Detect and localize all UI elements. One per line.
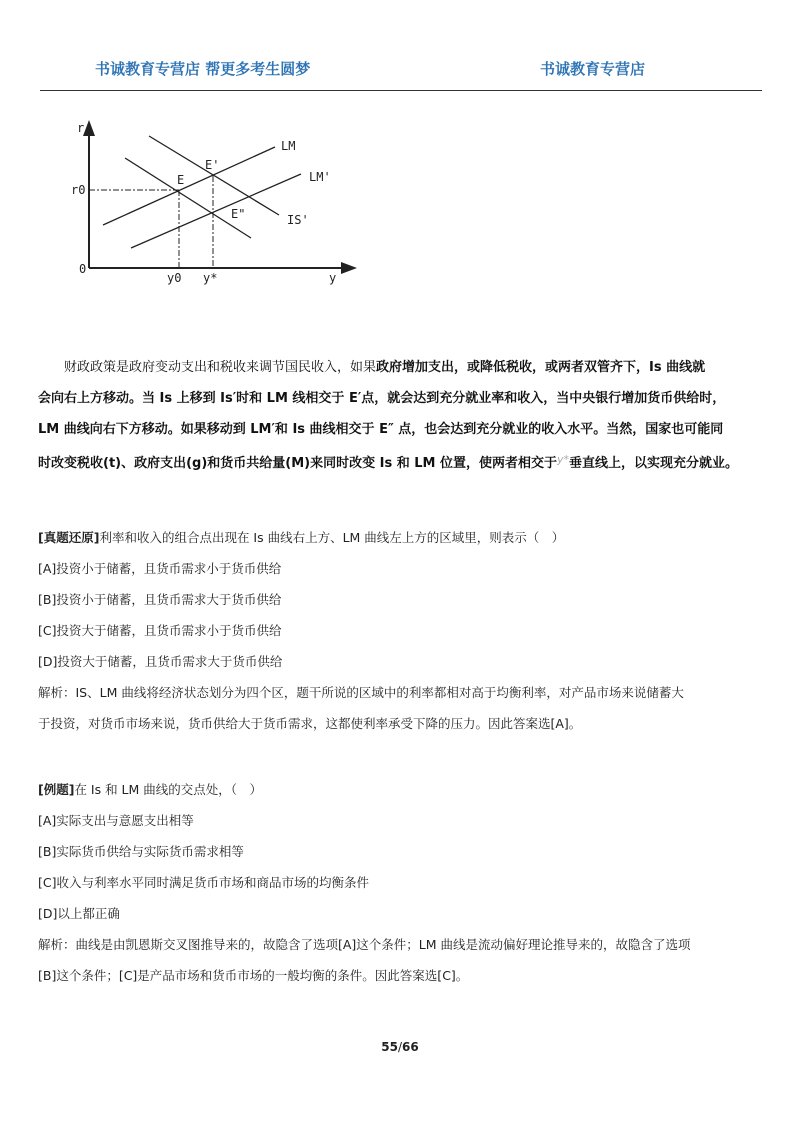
y0-label: y0: [167, 271, 182, 285]
page-current: 55: [381, 1040, 398, 1054]
is-prime-label: IS': [287, 213, 309, 227]
question-1-option-a: [A]投资小于储蓄，且货币需求小于货币供给: [38, 561, 282, 576]
page-total: 66: [402, 1040, 419, 1054]
question-1-analysis-line-1: 解析：IS、LM 曲线将经济状态划分为四个区，题干所说的区域中的利率都相对高于均衡利率，对产品市场来说储蓄大: [38, 685, 684, 700]
r-axis-arrow: [83, 120, 95, 136]
ystar-label: y*: [203, 271, 218, 285]
question-2-tag: [例题]: [38, 782, 75, 797]
page-number: [0, 1040, 800, 1054]
question-2-option-b: [B]实际货币供给与实际货币需求相等: [38, 844, 244, 859]
origin-label: 0: [79, 262, 87, 276]
lm-label: LM: [281, 139, 296, 153]
question-2-analysis-line-1: 解析：曲线是由凯恩斯交叉图推导来的，故隐含了选项[A]这个条件；LM 曲线是流动偏好理论推导来的，故隐含了选项: [38, 937, 691, 952]
lm-prime-label: LM': [309, 170, 331, 184]
question-2-option-a: [A]实际支出与意愿支出相等: [38, 813, 194, 828]
header-rule: [40, 90, 762, 91]
paragraph-line-1b: 政府增加支出，或降低税收，或两者双管齐下，Is 曲线就: [376, 360, 706, 375]
question-1-stem: 利率和收入的组合点出现在 Is 曲线右上方、LM 曲线左上方的区域里，则表示（ ）: [99, 530, 565, 545]
header-left-text: 书诚教育专营店 帮更多考生圆梦: [95, 60, 311, 78]
ystar-symbol: y*: [557, 453, 570, 466]
question-1: [38, 528, 764, 738]
lm-curve: [103, 147, 275, 225]
y-axis-arrow: [341, 262, 357, 274]
question-2-option-d: [D]以上都正确: [38, 906, 120, 921]
is-prime-curve: [149, 136, 279, 215]
question-2: [38, 780, 764, 990]
r-axis-label: r: [77, 121, 85, 135]
header-right-text: 书诚教育专营店: [540, 60, 646, 78]
question-1-tag: [真题还原]: [38, 530, 100, 545]
page-separator: /: [397, 1040, 403, 1054]
is-lm-graph: [65, 110, 365, 290]
question-1-analysis-line-2: 于投资，对货币市场来说，货币供给大于货币需求，这都使利率承受下降的压力。因此答案选[A]。: [38, 716, 582, 731]
lm-prime-curve: [131, 174, 301, 248]
paragraph-line-4a: 时改变税收(t)、政府支出(g)和货币共给量(M)来同时改变 Is 和 LM 位置，使两者相交于: [38, 456, 558, 471]
question-2-option-c: [C]收入与利率水平同时满足货币市场和商品市场的均衡条件: [38, 875, 369, 890]
point-e-label: E: [177, 173, 185, 187]
r0-label: r0: [71, 183, 86, 197]
is-curve: [125, 158, 251, 238]
point-e1-label: E': [205, 158, 220, 172]
paragraph-line-3: LM 曲线向右下方移动。如果移动到 LM′和 Is 曲线相交于 E″ 点，也会达到充分就业的收入水平。当然，国家也可能同: [38, 422, 724, 437]
point-e2-label: E": [231, 207, 246, 221]
y-axis-label: y: [329, 271, 337, 285]
question-1-option-d: [D]投资大于储蓄，且货币需求大于货币供给: [38, 654, 283, 669]
question-1-option-b: [B]投资小于储蓄，且货币需求大于货币供给: [38, 592, 282, 607]
paragraph-line-4b: 垂直线上，以实现充分就业。: [569, 456, 739, 471]
fiscal-policy-paragraph: [38, 356, 764, 486]
paragraph-line-1a: 财政政策是政府变动支出和税收来调节国民收入，如果: [64, 360, 377, 375]
question-1-option-c: [C]投资大于储蓄，且货币需求小于货币供给: [38, 623, 282, 638]
question-2-stem: 在 Is 和 LM 曲线的交点处，（ ）: [74, 782, 263, 797]
question-2-analysis-line-2: [B]这个条件；[C]是产品市场和货币市场的一般均衡的条件。因此答案选[C]。: [38, 968, 469, 983]
paragraph-line-2: 会向右上方移动。当 Is 上移到 Is′时和 LM 线相交于 E′点，就会达到充分就业率和收入，当中央银行增加货币供给时，: [38, 391, 726, 406]
